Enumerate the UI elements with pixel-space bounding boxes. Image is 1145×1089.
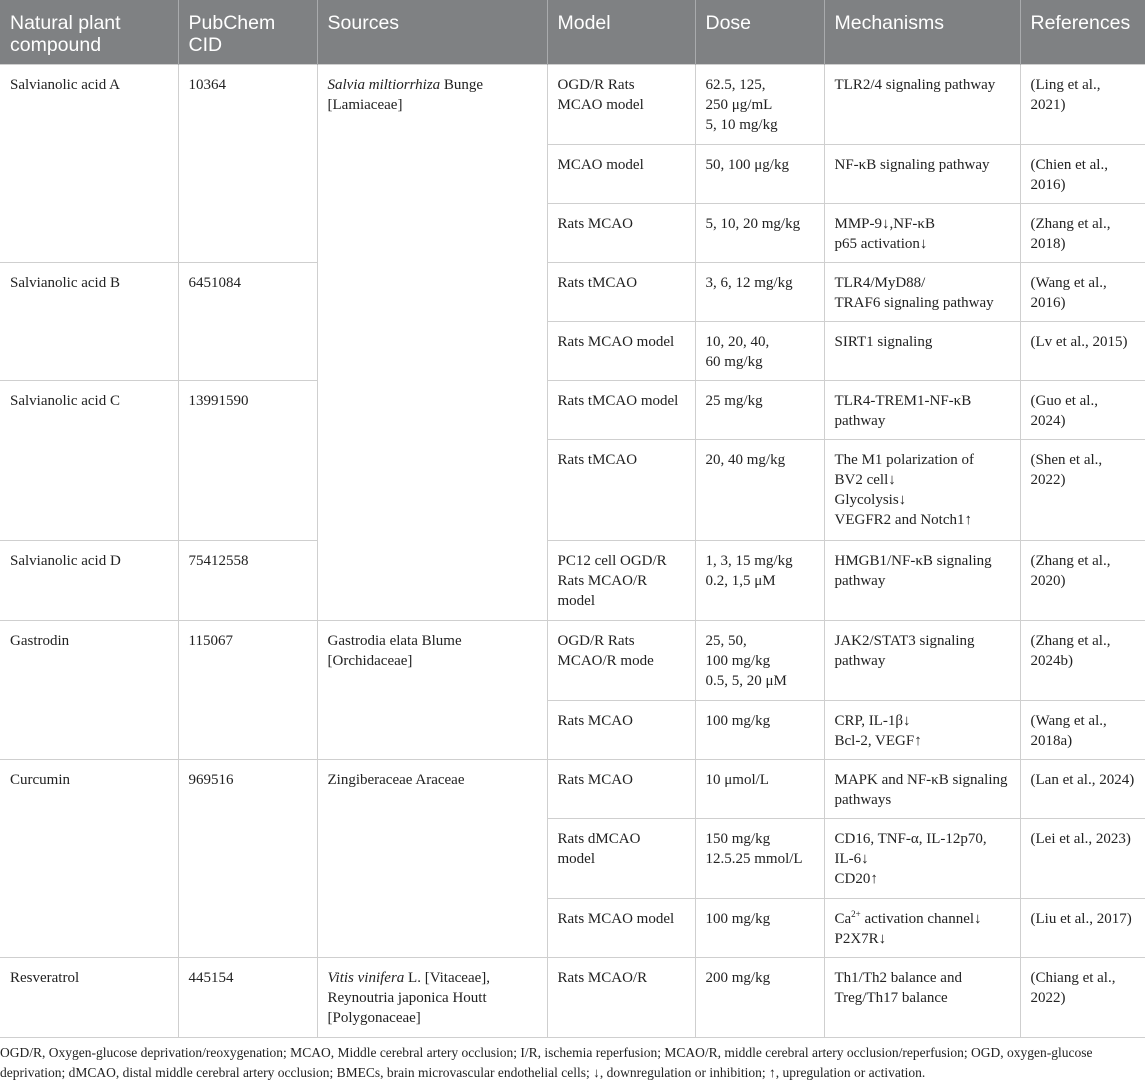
mechanism-cell: [824, 899, 1020, 958]
compound-cid: 6451084: [178, 263, 317, 381]
table-footnote: OGD/R, Oxygen-glucose deprivation/reoxygenation; MCAO, Middle cerebral artery occlusion; I/R, ischemia reperfusion; MCAO/R, middle cerebral artery occlusion/reperfusion; OGD, oxygen-glucose deprivation; dMCAO, distal middle cerebral artery occlusion; BMECs, brain microvascular endothelial cells; ↓, downregulation or inhibition; ↑, upregulation or activation.: [0, 1045, 1093, 1080]
mechanism-cell: Th1/Th2 balance and Treg/Th17 balance: [824, 958, 1020, 1038]
reference-cell: (Lei et al., 2023): [1020, 819, 1145, 899]
reference-cell: (Zhang et al., 2024b): [1020, 621, 1145, 701]
compound-source: [317, 65, 547, 621]
dose-cell: 1, 3, 15 mg/kg 0.2, 1,5 μM: [695, 541, 824, 621]
dose-cell: 10 μmol/L: [695, 760, 824, 819]
reference-cell: (Lan et al., 2024): [1020, 760, 1145, 819]
source-text: L. [Vitaceae], Reynoutria japonica Houtt [Polygonaceae]: [327, 970, 491, 1026]
model-cell: Rats MCAO/R: [547, 958, 695, 1038]
mechanism-cell: MAPK and NF-κB signaling pathways: [824, 760, 1020, 819]
compound-cid: 969516: [178, 760, 317, 958]
mechanism-cell: TLR2/4 signaling pathway: [824, 65, 1020, 145]
dose-cell: 5, 10, 20 mg/kg: [695, 204, 824, 263]
dose-cell: 200 mg/kg: [695, 958, 824, 1038]
reference-cell: (Lv et al., 2015): [1020, 322, 1145, 381]
mechanism-cell: TLR4-TREM1-NF-κB pathway: [824, 381, 1020, 440]
model-cell: OGD/R Rats MCAO/R mode: [547, 621, 695, 701]
reference-cell: (Zhang et al., 2020): [1020, 541, 1145, 621]
compound-name: Salvianolic acid B: [0, 263, 178, 381]
mechanism-cell: JAK2/STAT3 signaling pathway: [824, 621, 1020, 701]
header-references: References: [1020, 0, 1145, 65]
source-italic: Vitis vinifera: [327, 970, 405, 986]
compound-name: Gastrodin: [0, 621, 178, 760]
table-row: [0, 958, 1145, 1038]
table-row: [0, 263, 1145, 322]
superscript: 2+: [851, 909, 861, 919]
mechanism-cell: SIRT1 signaling: [824, 322, 1020, 381]
compound-cid: 13991590: [178, 381, 317, 541]
compound-cid: 10364: [178, 65, 317, 263]
model-cell: OGD/R Rats MCAO model: [547, 65, 695, 145]
mechanism-cell: CD16, TNF-α, IL-12p70, IL-6↓ CD20↑: [824, 819, 1020, 899]
dose-cell: 150 mg/kg 12.5.25 mmol/L: [695, 819, 824, 899]
dose-cell: 25 mg/kg: [695, 381, 824, 440]
compound-source: Zingiberaceae Araceae: [317, 760, 547, 958]
source-text: Bunge [Lamiaceae]: [327, 77, 484, 113]
dose-cell: 50, 100 μg/kg: [695, 145, 824, 204]
header-model: Model: [547, 0, 695, 65]
table-row: [0, 541, 1145, 621]
model-cell: Rats dMCAO model: [547, 819, 695, 899]
source-italic: Salvia miltiorrhiza: [327, 77, 441, 93]
mechanism-cell: HMGB1/NF-κB signaling pathway: [824, 541, 1020, 621]
header-row: [0, 0, 1145, 65]
header-sources: Sources: [317, 0, 547, 65]
compound-name: Resveratrol: [0, 958, 178, 1038]
dose-cell: 62.5, 125, 250 μg/mL 5, 10 mg/kg: [695, 65, 824, 145]
mechanism-cell: TLR4/MyD88/ TRAF6 signaling pathway: [824, 263, 1020, 322]
table-row: [0, 381, 1145, 440]
dose-cell: 100 mg/kg: [695, 899, 824, 958]
reference-cell: (Wang et al., 2018a): [1020, 701, 1145, 760]
mechanism-cell: The M1 polarization of BV2 cell↓ Glycolysis↓ VEGFR2 and Notch1↑: [824, 440, 1020, 541]
compound-name: Salvianolic acid C: [0, 381, 178, 541]
mechanism-cell: CRP, IL-1β↓ Bcl-2, VEGF↑: [824, 701, 1020, 760]
compound-name: Salvianolic acid D: [0, 541, 178, 621]
header-dose: Dose: [695, 0, 824, 65]
mechanism-text: P2X7R↓: [834, 931, 887, 947]
reference-cell: (Ling et al., 2021): [1020, 65, 1145, 145]
reference-cell: (Guo et al., 2024): [1020, 381, 1145, 440]
compound-source: [317, 958, 547, 1038]
model-cell: Rats MCAO model: [547, 322, 695, 381]
dose-cell: 20, 40 mg/kg: [695, 440, 824, 541]
model-cell: Rats tMCAO: [547, 263, 695, 322]
dose-cell: 100 mg/kg: [695, 701, 824, 760]
reference-cell: (Chiang et al., 2022): [1020, 958, 1145, 1038]
dose-cell: 10, 20, 40, 60 mg/kg: [695, 322, 824, 381]
model-cell: Rats MCAO: [547, 204, 695, 263]
reference-cell: (Zhang et al., 2018): [1020, 204, 1145, 263]
mechanism-cell: MMP-9↓,NF-κB p65 activation↓: [824, 204, 1020, 263]
mechanism-text: activation channel↓: [860, 911, 982, 927]
table-row: [0, 760, 1145, 819]
model-cell: Rats tMCAO model: [547, 381, 695, 440]
reference-cell: (Shen et al., 2022): [1020, 440, 1145, 541]
compound-source: Gastrodia elata Blume [Orchidaceae]: [317, 621, 547, 760]
model-cell: MCAO model: [547, 145, 695, 204]
model-cell: PC12 cell OGD/R Rats MCAO/R model: [547, 541, 695, 621]
reference-cell: (Wang et al., 2016): [1020, 263, 1145, 322]
header-compound: Natural plant compound: [0, 0, 178, 65]
table-row: [0, 621, 1145, 701]
compound-cid: 445154: [178, 958, 317, 1038]
table-row: [0, 65, 1145, 145]
dose-cell: 3, 6, 12 mg/kg: [695, 263, 824, 322]
dose-cell: 25, 50, 100 mg/kg 0.5, 5, 20 μM: [695, 621, 824, 701]
model-cell: Rats MCAO: [547, 760, 695, 819]
mechanism-cell: NF-κB signaling pathway: [824, 145, 1020, 204]
compound-name: Curcumin: [0, 760, 178, 958]
model-cell: Rats MCAO model: [547, 899, 695, 958]
compound-cid: 115067: [178, 621, 317, 760]
reference-cell: (Chien et al., 2016): [1020, 145, 1145, 204]
compound-cid: 75412558: [178, 541, 317, 621]
reference-cell: (Liu et al., 2017): [1020, 899, 1145, 958]
compound-name: Salvianolic acid A: [0, 65, 178, 263]
model-cell: Rats tMCAO: [547, 440, 695, 541]
mechanism-text: Ca: [834, 911, 852, 927]
header-cid: PubChem CID: [178, 0, 317, 65]
model-cell: Rats MCAO: [547, 701, 695, 760]
header-mechanisms: Mechanisms: [824, 0, 1020, 65]
